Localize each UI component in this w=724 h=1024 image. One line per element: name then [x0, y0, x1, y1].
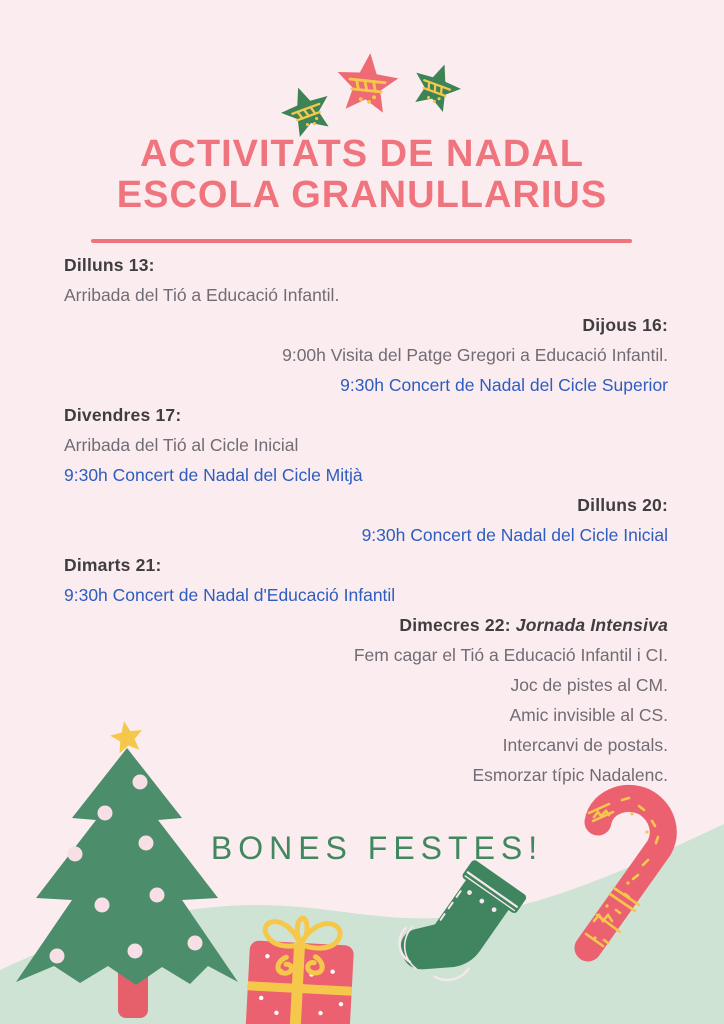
poster-title-line2: ESCOLA GRANULLARIUS [116, 174, 608, 216]
schedule-list [0, 250, 724, 790]
schedule-date: Dijous 16: [582, 315, 668, 335]
schedule-activity: Joc de pistes al CM. [510, 675, 668, 695]
poster-title-line1: ACTIVITATS DE NADAL [139, 133, 584, 175]
footer-greeting: BONES FESTES! [210, 830, 544, 866]
schedule-activity: Arribada del Tió a Educació Infantil. [64, 285, 340, 305]
schedule-activity: Arribada del Tió al Cicle Inicial [64, 435, 299, 455]
schedule-date: Dimarts 21: [64, 555, 162, 575]
schedule-date-italic: Jornada Intensiva [515, 615, 668, 635]
green-star-icon [275, 79, 338, 140]
red-star-icon [334, 50, 401, 114]
schedule-highlight: 9:30h Concert de Nadal d'Educació Infantil [64, 585, 396, 605]
schedule-activity: Intercanvi de postals. [502, 735, 668, 755]
schedule-date: Dilluns 20: [577, 495, 668, 515]
gift-box-icon [238, 900, 368, 1024]
schedule-highlight: 9:30h Concert de Nadal del Cicle Mitjà [64, 465, 363, 485]
christmas-tree-icon [10, 720, 245, 1020]
schedule-activity: Fem cagar el Tió a Educació Infantil i CI. [353, 645, 668, 665]
schedule-activity: Esmorzar típic Nadalenc. [472, 765, 668, 785]
schedule-activity: 9:00h Visita del Patge Gregori a Educació Infantil. [282, 345, 668, 365]
schedule-activity: Amic invisible al CS. [509, 705, 668, 725]
schedule-date [64, 610, 668, 640]
schedule-date: Divendres 17: [64, 405, 182, 425]
schedule-highlight: 9:30h Concert de Nadal del Cicle Superior [340, 375, 668, 395]
schedule-highlight: 9:30h Concert de Nadal del Cicle Inicial [361, 525, 668, 545]
poster-title [0, 134, 724, 216]
schedule-date-prefix: Dimecres 22: [399, 615, 516, 635]
title-divider-line [91, 239, 632, 243]
green-star-icon [407, 56, 467, 115]
candy-cane-icon [558, 788, 683, 973]
schedule-date: Dilluns 13: [64, 255, 155, 275]
stocking-icon [390, 862, 535, 990]
